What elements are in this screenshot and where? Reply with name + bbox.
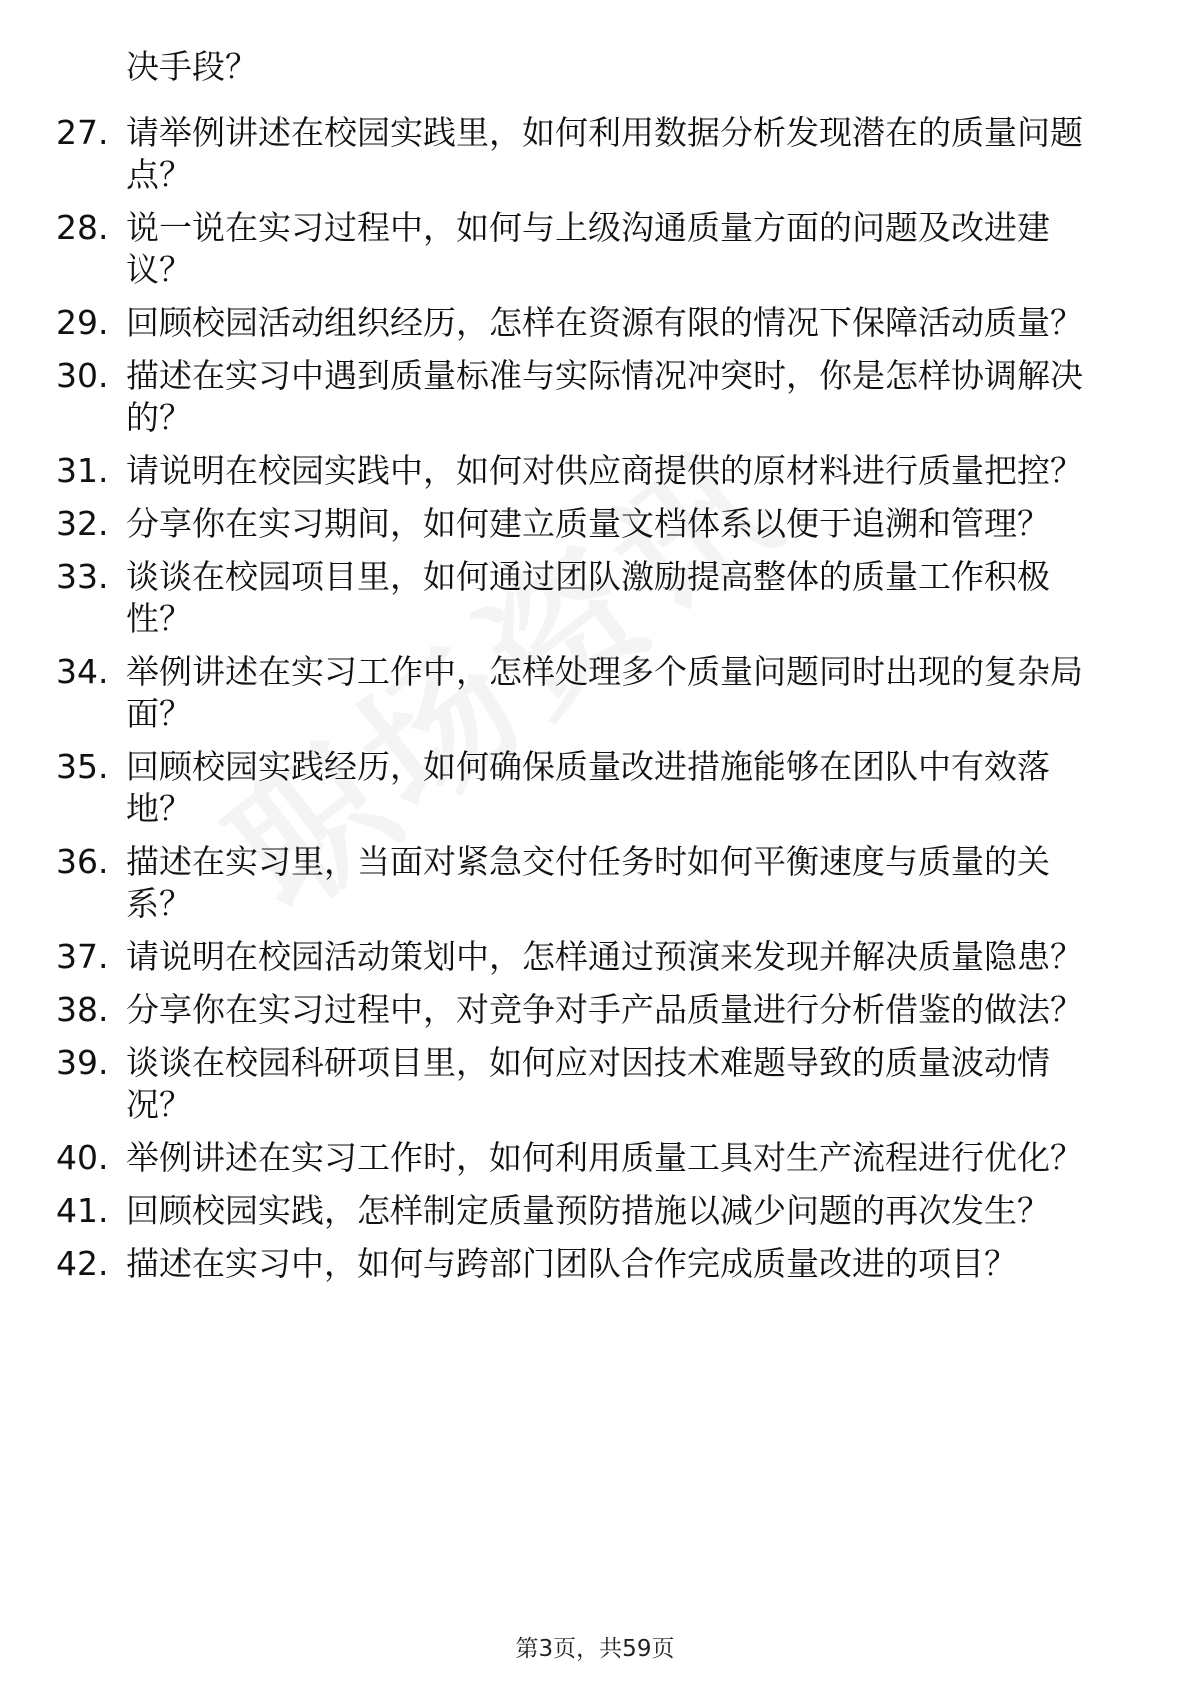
question-item — [0, 556, 1190, 640]
question-text: 请说明在校园活动策划中，怎样通过预演来发现并解决质量隐患？ — [126, 937, 1083, 976]
question-number: 33. — [56, 557, 109, 596]
question-item — [0, 1243, 1190, 1285]
question-item — [0, 503, 1190, 545]
question-item — [0, 1042, 1190, 1126]
question-number: 38. — [56, 990, 109, 1029]
question-text: 举例讲述在实习工作时，如何利用质量工具对生产流程进行优化？ — [126, 1138, 1083, 1177]
question-number: 35. — [56, 747, 109, 786]
question-item — [0, 207, 1190, 291]
question-item — [0, 651, 1190, 735]
question-item — [0, 989, 1190, 1031]
question-number: 42. — [56, 1244, 109, 1283]
question-number: 34. — [56, 652, 109, 691]
question-text: 请举例讲述在校园实践里，如何利用数据分析发现潜在的质量问题点？ — [126, 113, 1083, 194]
page-footer: 第3页，共59页 — [515, 1636, 675, 1662]
question-item — [0, 355, 1190, 439]
question-number: 27. — [56, 113, 109, 152]
question-number: 36. — [56, 842, 109, 881]
question-item — [0, 1190, 1190, 1232]
question-number: 29. — [56, 303, 109, 342]
question-text: 分享你在实习期间，如何建立质量文档体系以便于追溯和管理？ — [126, 504, 1050, 543]
question-text: 谈谈在校园科研项目里，如何应对因技术难题导致的质量波动情况？ — [126, 1043, 1050, 1124]
question-text: 描述在实习里，当面对紧急交付任务时如何平衡速度与质量的关系？ — [126, 842, 1050, 923]
question-number: 30. — [56, 356, 109, 395]
question-text: 举例讲述在实习工作中，怎样处理多个质量问题同时出现的复杂局面？ — [126, 652, 1083, 733]
question-text: 分享你在实习过程中，对竞争对手产品质量进行分析借鉴的做法？ — [126, 990, 1083, 1029]
question-item — [0, 746, 1190, 830]
question-text: 描述在实习中，如何与跨部门团队合作完成质量改进的项目？ — [126, 1244, 1017, 1283]
question-item — [0, 450, 1190, 492]
question-text: 回顾校园活动组织经历，怎样在资源有限的情况下保障活动质量？ — [126, 303, 1083, 342]
question-number: 41. — [56, 1191, 109, 1230]
question-number: 31. — [56, 451, 109, 490]
question-item — [0, 1137, 1190, 1179]
question-text: 说一说在实习过程中，如何与上级沟通质量方面的问题及改进建议？ — [126, 208, 1050, 289]
question-number: 40. — [56, 1138, 109, 1177]
question-text: 回顾校园实践，怎样制定质量预防措施以减少问题的再次发生？ — [126, 1191, 1050, 1230]
question-text: 谈谈在校园项目里，如何通过团队激励提高整体的质量工作积极性？ — [126, 557, 1050, 638]
question-list — [0, 112, 1190, 1296]
question-text: 描述在实习中遇到质量标准与实际情况冲突时，你是怎样协调解决的？ — [126, 356, 1083, 437]
question-text: 请说明在校园实践中，如何对供应商提供的原材料进行质量把控？ — [126, 451, 1083, 490]
continued-question-text: 决手段？ — [126, 47, 258, 86]
question-item — [0, 841, 1190, 925]
question-item — [0, 302, 1190, 344]
question-number: 39. — [56, 1043, 109, 1082]
question-number: 37. — [56, 937, 109, 976]
question-item — [0, 112, 1190, 196]
question-number: 32. — [56, 504, 109, 543]
question-number: 28. — [56, 208, 109, 247]
question-item — [0, 936, 1190, 978]
question-text: 回顾校园实践经历，如何确保质量改进措施能够在团队中有效落地？ — [126, 747, 1050, 828]
